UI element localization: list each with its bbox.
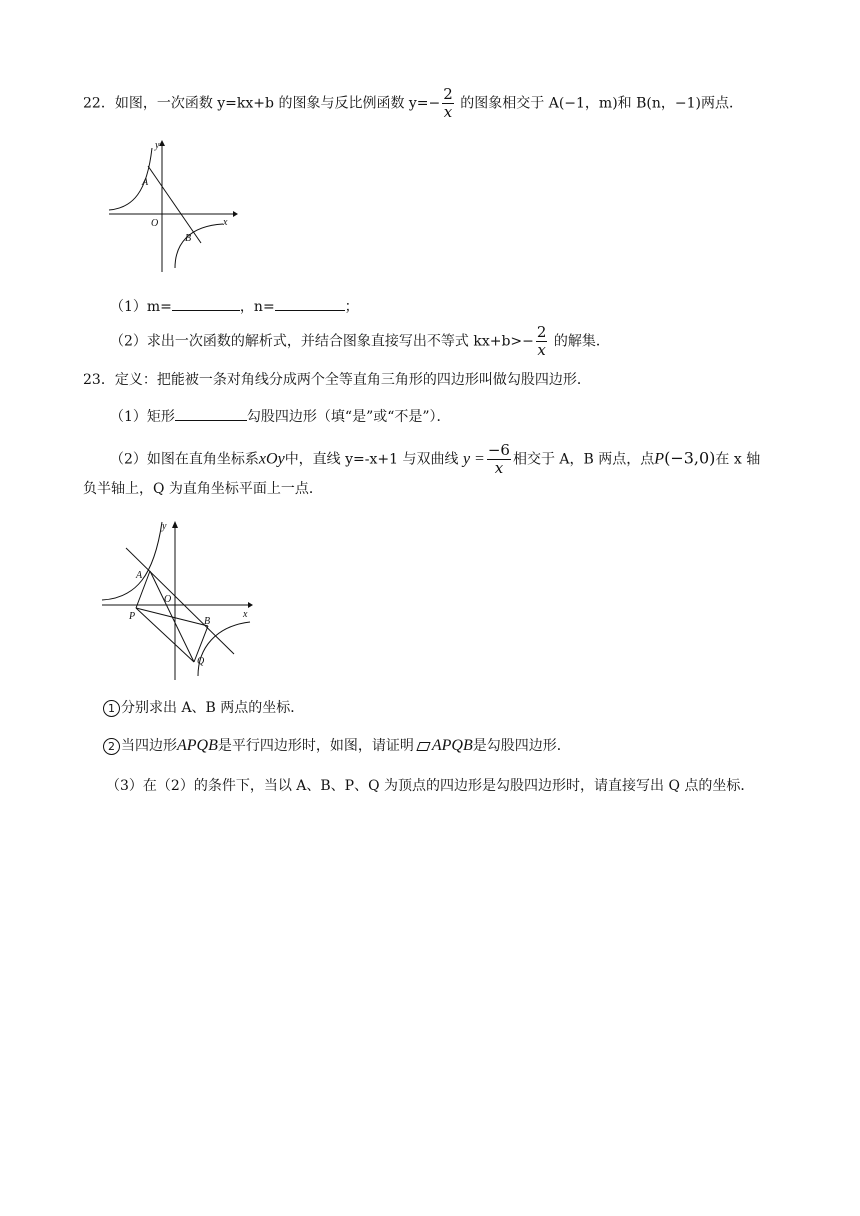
q23-part2-text-b: 中，直线 y=-x+1 与双曲线	[284, 451, 459, 468]
q23-part2-text-d: 在 x 轴	[715, 451, 761, 468]
q23-part2-point-p-coord: (−3,0)	[664, 448, 716, 468]
q23-fig-b-label: B	[204, 616, 211, 627]
q23-part2-line1	[110, 442, 760, 477]
q22-part2-fraction-num: 2	[536, 323, 547, 341]
q22-stem	[83, 86, 743, 121]
q22-fig-y-label: y	[155, 140, 160, 151]
q23-fig-a-label: A	[136, 570, 143, 581]
q23-part2-line2: 负半轴上，Q 为直角坐标平面上一点．	[83, 481, 323, 497]
q23-sub2-apqb-2: APQB	[431, 737, 473, 754]
q22-part2	[110, 324, 610, 359]
q22-fraction-num: 2	[443, 85, 453, 103]
q22-fraction-den: x	[443, 103, 453, 121]
q23-part2-text-a: （2）如图在直角坐标系	[110, 451, 259, 468]
q22-figure	[105, 138, 240, 273]
q23-fig-x-label: x	[243, 609, 248, 620]
q22-part1	[110, 296, 359, 317]
q22-fig-o-label: O	[151, 218, 159, 229]
q23-part1-text-b: 勾股四边形（填“是”或“不是”）．	[246, 409, 451, 425]
q23-sub2-text-a: 当四边形	[121, 738, 177, 754]
q22-fig-a-label: A	[142, 177, 149, 188]
q22-part2-fraction-den: x	[537, 341, 546, 359]
q22-part1-text-b: ，n=	[239, 299, 275, 315]
q22-part2-text-b: 的解集．	[549, 333, 610, 350]
q23-sub1-marker: 1	[103, 700, 120, 717]
q23-fig-p-label: P	[129, 611, 136, 622]
q23-part2-xoy: xOy	[258, 450, 285, 468]
q23-sub2-text-b: 是平行四边形时，如图，请证明	[217, 738, 414, 754]
q22-part2-fraction	[536, 324, 548, 359]
q23-part2-fraction	[487, 442, 511, 477]
q23-part3: （3）在（2）的条件下，当以 A、B、P、Q 为顶点的四边形是勾股四边形时，请直接写出 Q 点的坐标．	[106, 778, 755, 794]
q22-stem-text-b: 的图象相交于 A(−1，m)和 B(n，−1)两点．	[455, 95, 743, 112]
q23-sub2-marker: 2	[103, 738, 120, 755]
q23-sub2	[103, 736, 571, 756]
q23-sub2-apqb: APQB	[177, 737, 218, 754]
q22-fig-b-label: B	[185, 233, 192, 244]
q23-figure	[98, 516, 258, 681]
q23-part2-y-equals: y =	[462, 450, 485, 468]
q22-stem-text-a: 如图，一次函数 y=kx+b 的图象与反比例函数 y=−	[114, 95, 441, 112]
q22-number: 22．	[83, 95, 115, 112]
q23-fig-o-label: O	[164, 594, 172, 605]
q23-sub1-text: 分别求出 A、B 两点的坐标．	[121, 700, 305, 716]
q22-part2-text-a: （2）求出一次函数的解析式，并结合图象直接写出不等式 kx+b>−	[110, 333, 534, 350]
q23-part2-point-p: P	[654, 450, 665, 468]
q23-part1-text-a: （1）矩形	[110, 409, 175, 425]
q23-sub2-text-c: 是勾股四边形．	[472, 738, 571, 754]
q22-blank-n[interactable]	[275, 296, 345, 311]
q23-fig-q-label: Q	[197, 656, 205, 667]
q23-fig-y-label: y	[162, 521, 167, 532]
q23-sub1	[103, 698, 304, 718]
q22-part1-text-a: （1）m=	[110, 299, 172, 315]
parallelogram-icon	[416, 742, 430, 751]
q23-blank-rect[interactable]	[175, 406, 247, 421]
q22-part1-text-c: ；	[344, 299, 359, 315]
q23-definition-text: 定义：把能被一条对角线分成两个全等直角三角形的四边形叫做勾股四边形．	[114, 372, 591, 388]
q23-number: 23．	[83, 372, 115, 388]
q23-definition	[83, 370, 591, 390]
q23-part2-fraction-den: x	[494, 459, 504, 477]
q22-fraction	[442, 86, 454, 121]
q23-part1	[110, 406, 451, 427]
q23-part2-fraction-num: −6	[487, 441, 510, 459]
q22-fig-x-label: x	[223, 217, 228, 228]
q22-blank-m[interactable]	[172, 296, 240, 311]
q23-part2-text-c: 相交于 A，B 两点，点	[512, 451, 655, 468]
